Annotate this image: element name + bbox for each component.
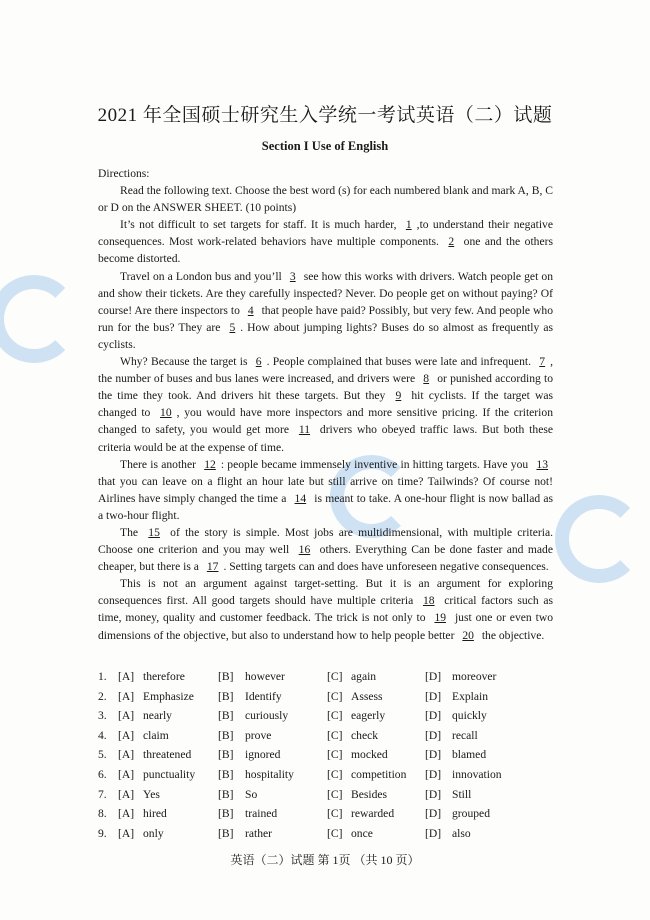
options-list xyxy=(98,670,558,846)
numbered-blank: 18 xyxy=(422,594,435,608)
option-word: prove xyxy=(245,728,272,742)
numbered-blank: 4 xyxy=(247,303,254,317)
numbered-blank: 16 xyxy=(298,543,311,557)
option-letter: [A] xyxy=(118,709,135,723)
passage-text: . People complained that buses were late and infrequent. xyxy=(266,355,535,369)
option-letter: [C] xyxy=(327,767,343,781)
option-letter: [C] xyxy=(327,807,343,821)
passage-text: The xyxy=(120,525,144,539)
option-letter: [C] xyxy=(327,728,343,742)
option-letter: [B] xyxy=(218,787,234,801)
question-row xyxy=(98,709,558,729)
passage-text: the objective. xyxy=(478,628,545,642)
option-word: claim xyxy=(143,728,169,742)
option-word: nearly xyxy=(143,709,172,723)
option-letter: [D] xyxy=(425,748,442,762)
question-row xyxy=(98,807,558,827)
passage-text: or punished according to the time they took. And drivers hit these targets. But they xyxy=(98,372,553,403)
option-letter: [C] xyxy=(327,748,343,762)
option-letter: [A] xyxy=(118,787,135,801)
option-letter: [D] xyxy=(425,670,442,683)
option-letter: [B] xyxy=(218,728,234,742)
option-letter: [B] xyxy=(218,826,234,840)
watermark-logo xyxy=(555,495,643,583)
option-letter: [C] xyxy=(327,787,343,801)
numbered-blank: 10 xyxy=(160,406,172,420)
question-number: 9. xyxy=(98,826,107,840)
option-letter: [B] xyxy=(218,767,234,781)
section-heading: Section I Use of English xyxy=(261,139,389,153)
option-word: however xyxy=(245,670,285,683)
option-word: rather xyxy=(245,826,273,840)
option-word: grouped xyxy=(452,807,490,821)
numbered-blank: 20 xyxy=(462,628,474,642)
option-word: Emphasize xyxy=(143,689,194,703)
passage-paragraph xyxy=(98,182,553,216)
question-row xyxy=(98,827,558,847)
option-letter: [B] xyxy=(218,748,234,762)
option-word: hired xyxy=(143,807,167,821)
question-row xyxy=(98,788,558,808)
option-word: only xyxy=(143,826,164,840)
numbered-blank: 19 xyxy=(434,611,447,625)
passage-paragraph xyxy=(98,268,553,353)
passage-text: critical factors such as time, money, quality and customer feedback. The trick is not only to xyxy=(98,594,553,625)
passage-text: ,to understand their negative consequences. Most work-related behaviors have multiple components. xyxy=(98,218,553,249)
passage-text: Why? Because the target is xyxy=(120,355,251,369)
option-letter: [A] xyxy=(118,670,135,683)
option-word: Besides xyxy=(351,787,388,801)
option-letter: [A] xyxy=(118,689,135,703)
option-word: Identify xyxy=(245,689,282,703)
option-letter: [D] xyxy=(425,689,442,703)
option-word: therefore xyxy=(143,670,185,683)
question-number: 1. xyxy=(98,670,107,683)
option-word: curiously xyxy=(245,709,289,723)
option-word: hospitality xyxy=(245,767,294,781)
passage-text: that people have paid? Possibly, but very few. And people who run for the bus? They are xyxy=(98,303,553,334)
option-word: check xyxy=(351,728,379,742)
option-letter: [D] xyxy=(425,709,442,723)
passage-text: , you would have more inspectors and more sensitive pricing. If the criterion changed to safety, you would get more xyxy=(98,406,553,437)
question-row xyxy=(98,768,558,788)
option-letter: [D] xyxy=(425,807,442,821)
option-word: competition xyxy=(351,767,407,781)
option-letter: [C] xyxy=(327,670,343,683)
option-letter: [A] xyxy=(118,826,135,840)
numbered-blank: 14 xyxy=(294,491,307,505)
exam-title: 2021 年全国硕士研究生入学统一考试英语（二）试题 xyxy=(97,105,553,126)
question-row xyxy=(98,748,558,768)
passage-paragraph xyxy=(98,524,553,575)
option-word: recall xyxy=(452,728,478,742)
option-word: Explain xyxy=(452,689,489,703)
question-row xyxy=(98,690,558,710)
watermark-logo xyxy=(0,275,78,363)
option-letter: [A] xyxy=(118,807,135,821)
question-number: 6. xyxy=(98,767,107,781)
option-letter: [D] xyxy=(425,728,442,742)
option-word: once xyxy=(351,826,373,840)
numbered-blank: 3 xyxy=(289,269,296,283)
passage-text: that you can leave on a flight an hour late but still arrive on time? Tailwinds? Of course not! Airlines have simply changed the time a xyxy=(98,474,553,505)
question-row xyxy=(98,670,558,690)
passage-text: . How about jumping lights? Buses do so almost as frequently as cyclists. xyxy=(98,320,553,351)
passage-text: , the number of buses and bus lanes were increased, and drivers were xyxy=(98,355,553,386)
option-word: quickly xyxy=(452,709,487,723)
option-word: blamed xyxy=(452,748,487,762)
numbered-blank: 6 xyxy=(255,355,262,369)
option-word: rewarded xyxy=(351,807,395,821)
passage-text: This is not an argument against target-setting. But it is an argument for exploring consequences first. All good targets should have multiple criteria xyxy=(98,577,553,608)
option-word: again xyxy=(351,670,377,683)
option-word: innovation xyxy=(452,767,502,781)
option-word: trained xyxy=(245,807,278,821)
option-letter: [B] xyxy=(218,709,234,723)
numbered-blank: 7 xyxy=(539,355,546,369)
option-letter: [B] xyxy=(218,807,234,821)
numbered-blank: 17 xyxy=(206,560,219,574)
option-word: Yes xyxy=(143,787,160,801)
passage-text: see how this works with drivers. Watch people get on and show their tickets. Are they carefully inspected? Never. Do people get on without paying? Of course! Are there inspectors to xyxy=(98,269,553,317)
passage-text: Read the following text. Choose the best word (s) for each numbered blank and mark A, B, C or D on the ANSWER SHEET. (10 points) xyxy=(98,184,553,215)
question-number: 3. xyxy=(98,709,107,723)
option-word: mocked xyxy=(351,748,388,762)
passage-text: : people became immensely inventive in hitting targets. Have you xyxy=(220,457,532,471)
question-number: 2. xyxy=(98,689,107,703)
question-number: 4. xyxy=(98,728,107,742)
passage-text: There is another xyxy=(120,457,200,471)
passage-text: Travel on a London bus and you’ll xyxy=(120,269,285,283)
option-word: threatened xyxy=(143,748,192,762)
option-word: ignored xyxy=(245,748,281,762)
question-number: 5. xyxy=(98,748,107,762)
option-word: also xyxy=(452,826,471,840)
option-letter: [C] xyxy=(327,826,343,840)
option-word: punctuality xyxy=(143,767,196,781)
passage-paragraph xyxy=(98,456,553,524)
question-number: 7. xyxy=(98,787,107,801)
passage-paragraph xyxy=(98,575,553,643)
numbered-blank: 11 xyxy=(298,423,311,437)
numbered-blank: 9 xyxy=(395,389,402,403)
numbered-blank: 12 xyxy=(204,457,216,471)
option-letter: [D] xyxy=(425,767,442,781)
passage xyxy=(98,165,553,644)
page-footer: 英语（二）试题 第 1页 （共 10 页） xyxy=(230,853,420,867)
directions-label: Directions: xyxy=(98,167,150,180)
passage-text: hit cyclists. If the target was changed to xyxy=(98,389,554,420)
numbered-blank: 15 xyxy=(148,525,160,539)
numbered-blank: 5 xyxy=(229,320,236,334)
option-word: eagerly xyxy=(351,709,386,723)
option-word: moreover xyxy=(452,670,497,683)
passage-text: others. Everything Can be done faster and made cheaper, but there is a xyxy=(98,543,553,574)
numbered-blank: 2 xyxy=(448,235,455,249)
option-letter: [C] xyxy=(327,709,343,723)
option-word: Assess xyxy=(351,689,383,703)
numbered-blank: 1 xyxy=(405,218,412,232)
option-letter: [C] xyxy=(327,689,343,703)
option-word: Still xyxy=(452,787,472,801)
question-number: 8. xyxy=(98,807,107,821)
question-row xyxy=(98,729,558,749)
passage-text: is meant to take. A one-hour flight is now ballad as a two-hour flight. xyxy=(98,491,554,522)
passage-paragraph xyxy=(98,216,553,267)
option-letter: [D] xyxy=(425,826,442,840)
option-letter: [A] xyxy=(118,748,135,762)
passage-paragraph xyxy=(98,353,553,456)
passage-text: of the story is simple. Most jobs are multidimensional, with multiple criteria. Choose one criterion and you may well xyxy=(98,525,553,557)
numbered-blank: 8 xyxy=(423,372,430,386)
option-word: So xyxy=(245,787,258,801)
option-letter: [D] xyxy=(425,787,442,801)
passage-text: drivers who obeyed traffic laws. But both these criteria would be at the expense of time. xyxy=(98,423,553,454)
passage-text: It’s not difficult to set targets for staff. It is much harder, xyxy=(120,218,401,232)
option-letter: [A] xyxy=(118,728,135,742)
option-letter: [B] xyxy=(218,670,234,683)
passage-text: one and the others become distorted. xyxy=(98,235,553,266)
passage-text: . Setting targets can and does have unforeseen negative consequences. xyxy=(223,560,549,574)
option-letter: [A] xyxy=(118,767,135,781)
passage-text: just one or even two dimensions of the objective, but also to understand how to help people better xyxy=(98,611,553,642)
option-letter: [B] xyxy=(218,689,234,703)
numbered-blank: 13 xyxy=(536,457,549,471)
